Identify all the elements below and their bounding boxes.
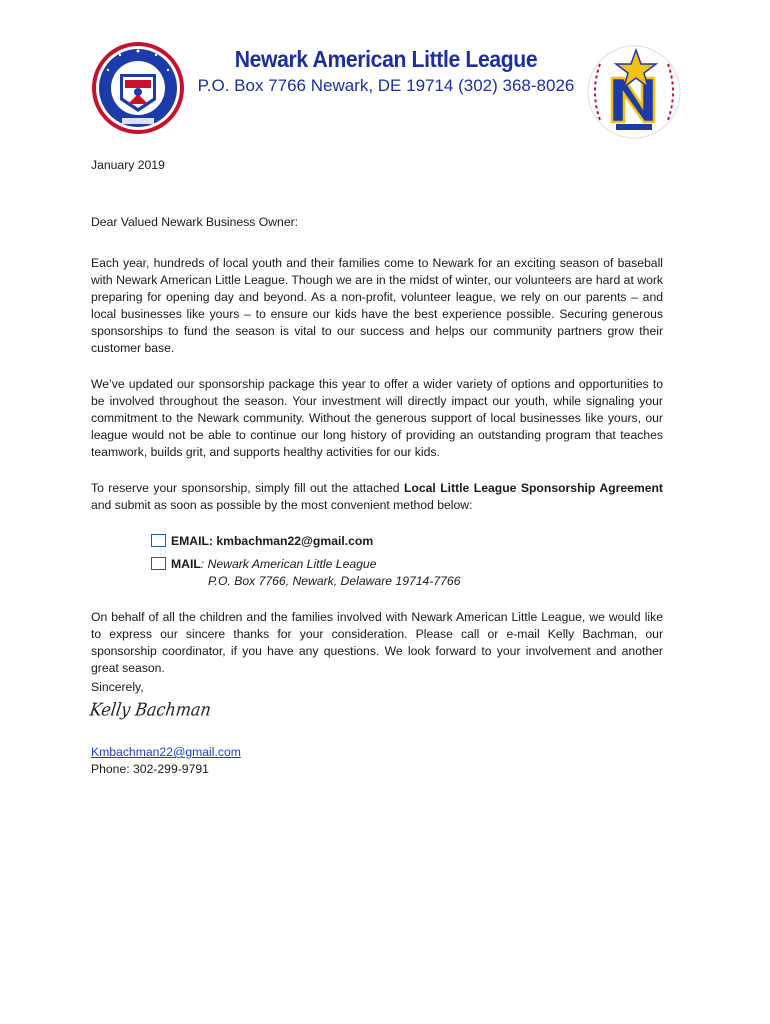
organization-address: P.O. Box 7766 Newark, DE 19714 (302) 368-8026 xyxy=(197,76,575,95)
contact-email-link[interactable]: Kmbachman22@gmail.com xyxy=(91,745,241,759)
organization-name: Newark American Little League xyxy=(234,46,538,72)
letter-date: January 2019 xyxy=(91,158,165,172)
signature: Kelly Bachman xyxy=(88,699,213,720)
mail-option-label: MAIL xyxy=(171,557,201,571)
option-email xyxy=(151,533,373,550)
email-option-label: EMAIL: kmbachman22@gmail.com xyxy=(171,534,374,548)
paragraph-reserve xyxy=(91,480,663,514)
salutation: Dear Valued Newark Business Owner: xyxy=(91,215,299,229)
mail-checkbox[interactable] xyxy=(151,557,166,570)
contact-phone: Phone: 302-299-9791 xyxy=(91,762,209,776)
paragraph-package: We’ve updated our sponsorship package this year to offer a wider variety of options and opportunities to be involved throughout the season. Your investment will directly impact our youth, while signaling your commitment to the Newark community. Without the generous support of local businesses like yours, our league would not be able to continue our long history of providing an outstanding program that teaches teamwork, builds grit, and supports healthy activities for our kids. xyxy=(91,377,663,459)
little-league-seal-icon xyxy=(90,40,186,136)
email-checkbox[interactable] xyxy=(151,534,166,547)
reserve-text-start: To reserve your sponsorship, simply fill out the attached xyxy=(91,481,404,495)
mail-address-line1: : Newark American Little League xyxy=(200,557,377,571)
paragraph-intro: Each year, hundreds of local youth and their families come to Newark for an exciting season of baseball with Newark American Little League. Though we are in the midst of winter, our volunteers are hard at work preparing for opening day and beyond. As a non-profit, volunteer league, we rely on our parents – and local businesses like yours – to ensure our kids have the best experience possible. Securing generous sponsorships to fund the season is vital to our success and helps our community partners grow their customer base. xyxy=(91,256,663,355)
reserve-text-end: and submit as soon as possible by the most convenient method below: xyxy=(91,498,473,512)
paragraph-thanks: On behalf of all the children and the families involved with Newark American Little League, we would like to express our sincere thanks for your consideration. Please call or e-mail Kelly Bachman, our sponsorship coordinator, if you have any questions. We look forward to your involvement and another great season. xyxy=(91,610,663,675)
closing: Sincerely, xyxy=(91,680,144,694)
newark-n-star-baseball-icon xyxy=(586,44,682,140)
sponsorship-agreement-name: Local Little League Sponsorship Agreement xyxy=(403,481,663,495)
mail-address-line2: P.O. Box 7766, Newark, Delaware 19714-7766 xyxy=(208,574,461,588)
option-mail xyxy=(151,556,376,573)
